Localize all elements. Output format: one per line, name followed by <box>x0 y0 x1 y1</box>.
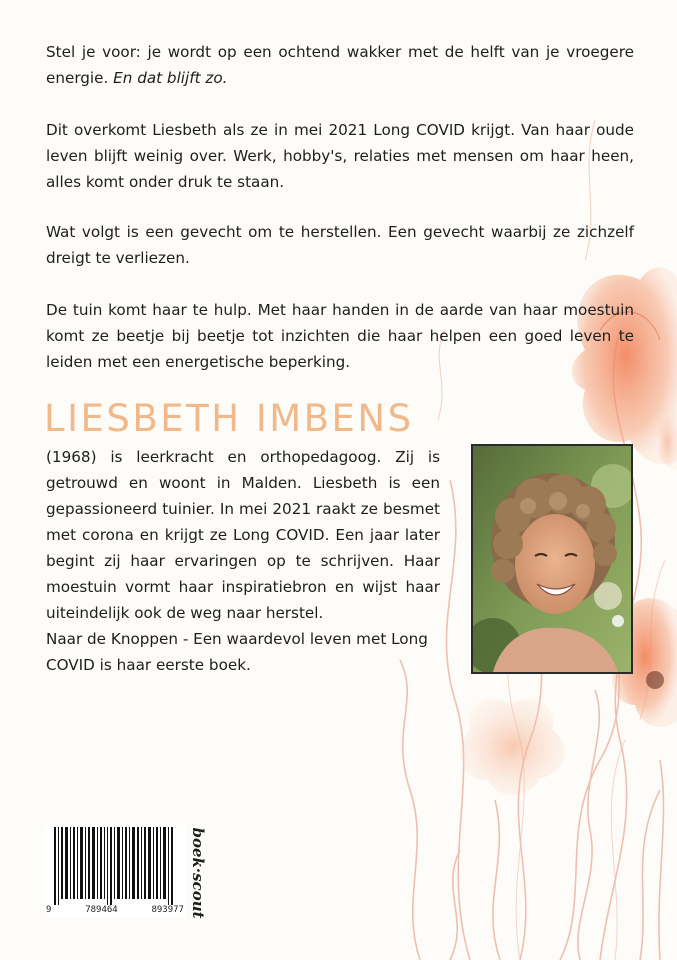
barcode-digits-left: 789464 <box>85 905 118 915</box>
barcode-digit-lead: 9 <box>46 905 52 915</box>
publisher-logo <box>186 818 210 928</box>
author-name: LIESBETH IMBENS <box>44 397 414 440</box>
barcode-digits-right: 893977 <box>151 905 184 915</box>
blurb-paragraph-1 <box>46 39 634 91</box>
author-bio-book: Naar de Knoppen - Een waardevol leven met Long COVID is haar eerste boek. <box>46 630 428 674</box>
blurb-paragraph-2: Dit overkomt Liesbeth als ze in mei 2021 Long COVID krijgt. Van haar oude leven blijft weinig over. Werk, hobby's, relaties met mensen om haar heen, alles komt onder druk te staan. <box>46 121 634 191</box>
blurb-paragraph-3: Wat volgt is een gevecht om te herstellen. Een gevecht waarbij ze zichzelf dreigt te verliezen. <box>46 223 634 267</box>
blurb-paragraph-1-text: Stel je voor: je wordt op een ochtend wakker met de helft van je vroegere energie. <box>46 43 634 87</box>
barcode-bars <box>44 825 186 905</box>
blurb-paragraph-1-italic: En dat blijft zo. <box>113 69 228 87</box>
barcode-digits <box>44 905 186 915</box>
blurb-paragraph-4: De tuin komt haar te hulp. Met haar handen in de aarde van haar moestuin komt ze beetje bij beetje tot inzichten die haar helpen een goed leven te leiden met een energetische beperking. <box>46 301 634 371</box>
author-bio-text: (1968) is leerkracht en orthopedagoog. Zij is getrouwd en woont in Malden. Liesbeth is een gepassioneerd tuinier. In mei 2021 raakt ze besmet met corona en krijgt ze Long COVID. Een jaar later begint zij haar ervaringen op te schrijven. Haar moestuin vormt haar inspiratiebron en wijst haar uiteindelijk ook de weg naar herstel. <box>46 448 440 622</box>
publisher-name: boek·scout <box>189 827 207 919</box>
author-bio <box>46 444 440 678</box>
author-photo <box>471 444 633 674</box>
